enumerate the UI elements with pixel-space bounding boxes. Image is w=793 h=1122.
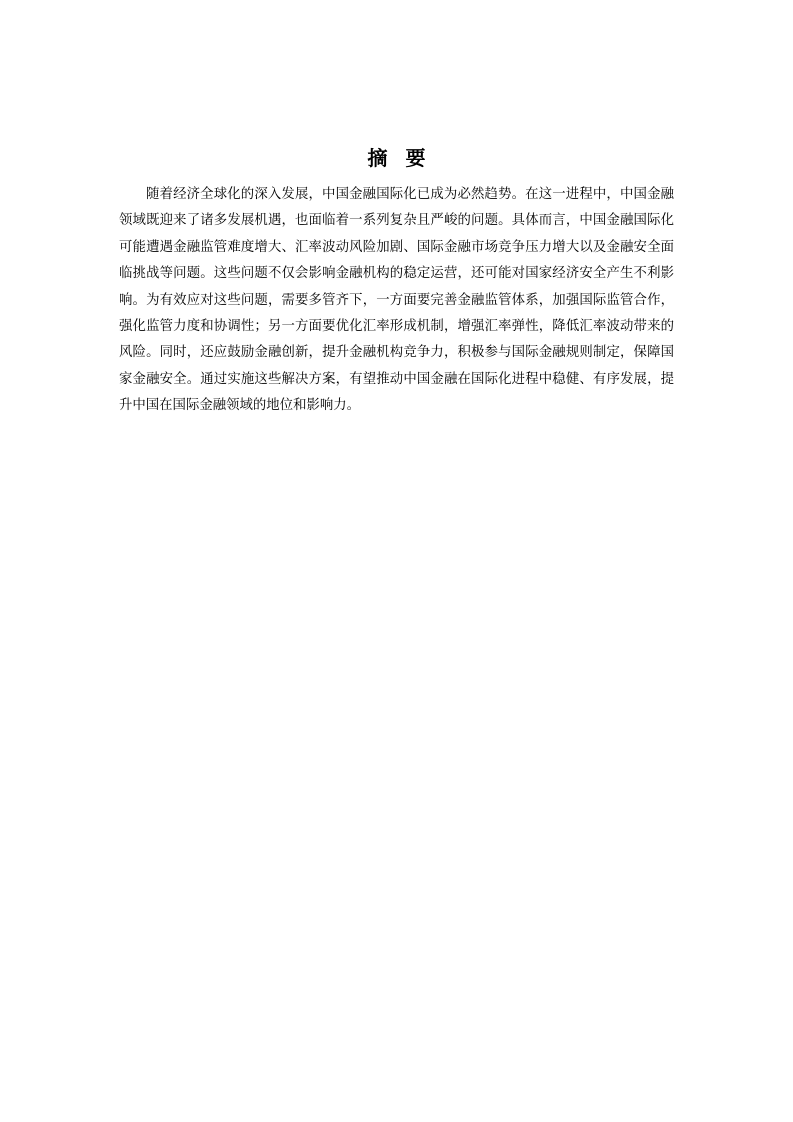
abstract-paragraph: 随着经济全球化的深入发展，中国金融国际化已成为必然趋势。在这一进程中，中国金融领域既迎来了诸多发展机遇，也面临着一系列复杂且严峻的问题。具体而言，中国金融国际化可能遭遇金融监管难度增大、汇率波动风险加剧、国际金融市场竞争压力增大以及金融安全面临挑战等问题。这些问题不仅会影响金融机构的稳定运营，还可能对国家经济安全产生不利影响。为有效应对这些问题，需要多管齐下，一方面要完善金融监管体系，加强国际监管合作，强化监管力度和协调性；另一方面要优化汇率形成机制，增强汇率弹性，降低汇率波动带来的风险。同时，还应鼓励金融创新，提升金融机构竞争力，积极参与国际金融规则制定，保障国家金融安全。通过实施这些解决方案，有望推动中国金融在国际化进程中稳健、有序发展，提升中国在国际金融领域的地位和影响力。 <box>119 187 674 414</box>
abstract-title: 摘要 <box>367 146 444 170</box>
